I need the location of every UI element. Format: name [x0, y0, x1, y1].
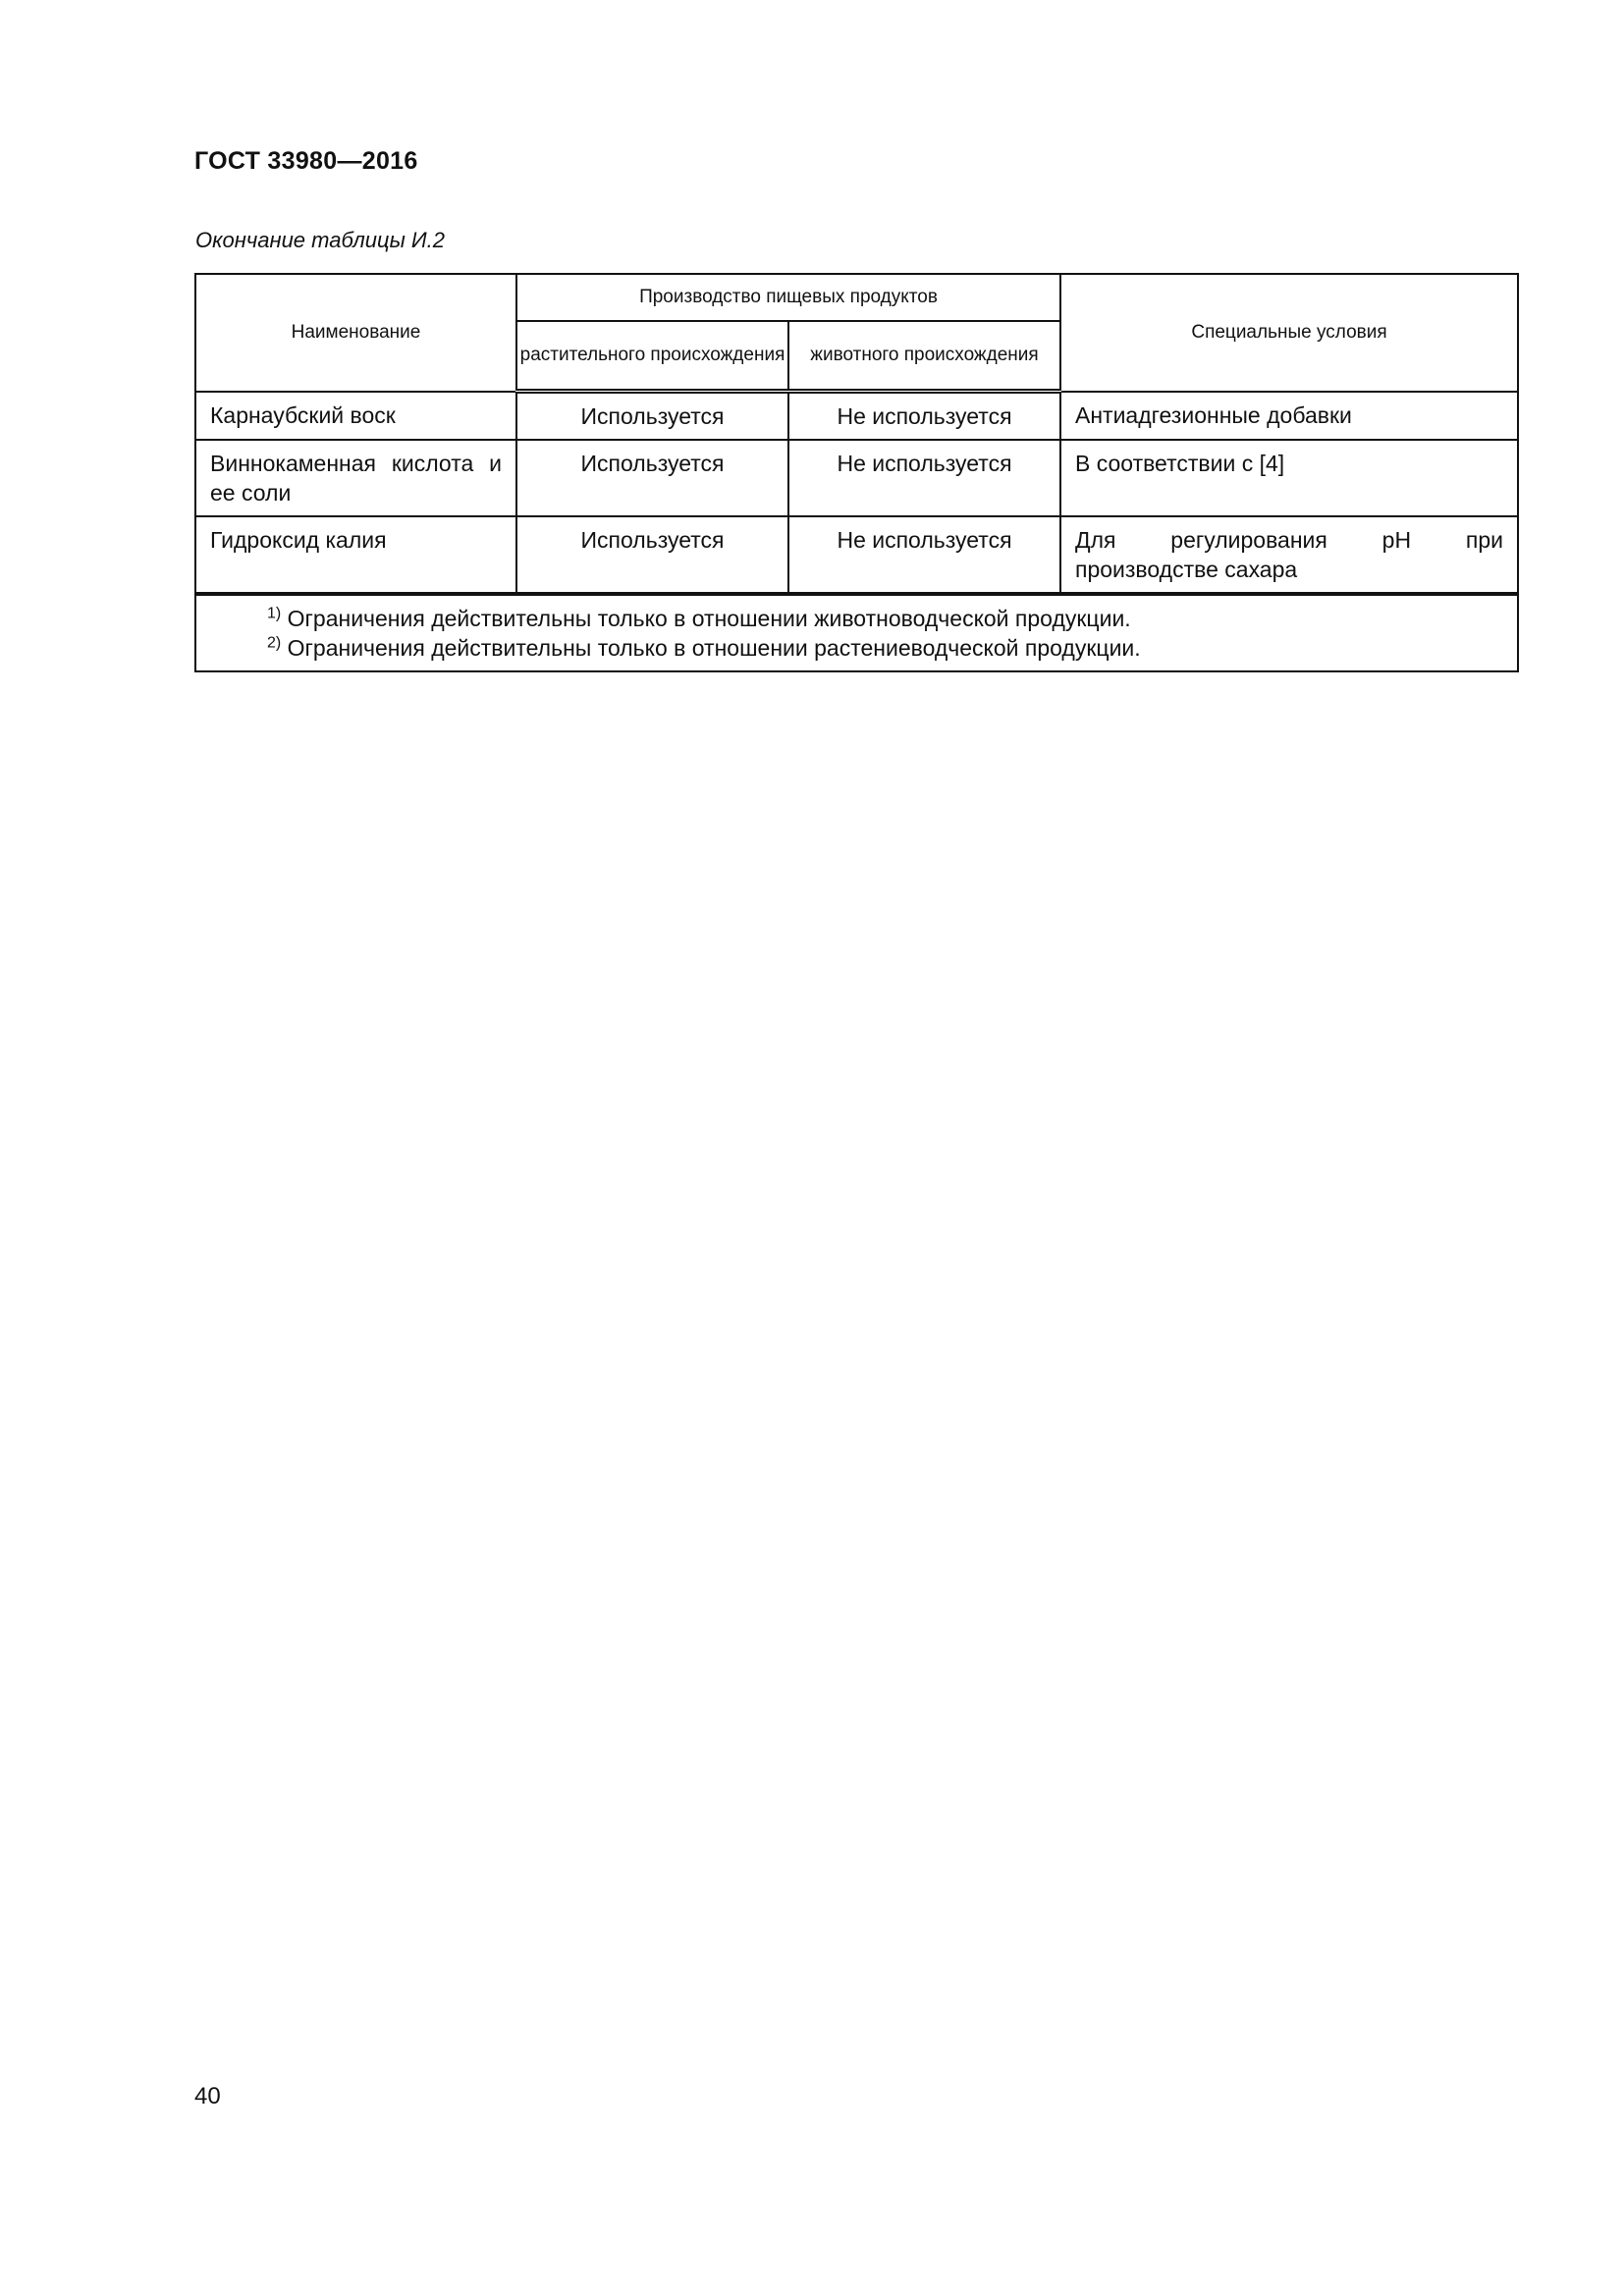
footnotes	[195, 594, 1518, 671]
row-animal: Не используется	[788, 516, 1060, 594]
row-plant: Используется	[516, 516, 788, 594]
footnote-mark: 2)	[267, 634, 282, 652]
row-animal: Не используется	[788, 392, 1060, 441]
table-row	[195, 440, 1518, 516]
footnote-text: Ограничения действительны только в отношении животноводческой продукции.	[287, 606, 1131, 631]
page-number: 40	[194, 2083, 221, 2109]
row-name: Гидроксид калия	[195, 516, 516, 594]
footnote	[267, 633, 1503, 663]
row-conditions: Для регулирования рН при производстве сахара	[1060, 516, 1518, 594]
header-conditions: Специальные условия	[1060, 274, 1518, 392]
substances-table	[194, 273, 1519, 672]
table-row	[195, 392, 1518, 441]
row-conditions: Антиадгезионные добавки	[1060, 392, 1518, 441]
table-caption: Окончание таблицы И.2	[195, 228, 445, 252]
row-name: Карнаубский воск	[195, 392, 516, 441]
footnotes-row	[195, 594, 1518, 671]
footnote-mark: 1)	[267, 605, 282, 622]
document-code: ГОСТ 33980—2016	[194, 147, 418, 175]
row-animal: Не используется	[788, 440, 1060, 516]
row-name: Виннокаменная кислота и ее соли	[195, 440, 516, 516]
header-production: Производство пищевых продуктов	[516, 274, 1060, 321]
row-plant: Используется	[516, 440, 788, 516]
row-plant: Используется	[516, 392, 788, 441]
header-name: Наименование	[195, 274, 516, 392]
footnote-text: Ограничения действительны только в отношении растениеводческой продукции.	[287, 635, 1141, 661]
footnote	[267, 604, 1503, 633]
row-conditions: В соответствии с [4]	[1060, 440, 1518, 516]
header-plant-origin: растительного происхождения	[516, 321, 788, 392]
table-row	[195, 516, 1518, 594]
header-animal-origin: животного происхождения	[788, 321, 1060, 392]
